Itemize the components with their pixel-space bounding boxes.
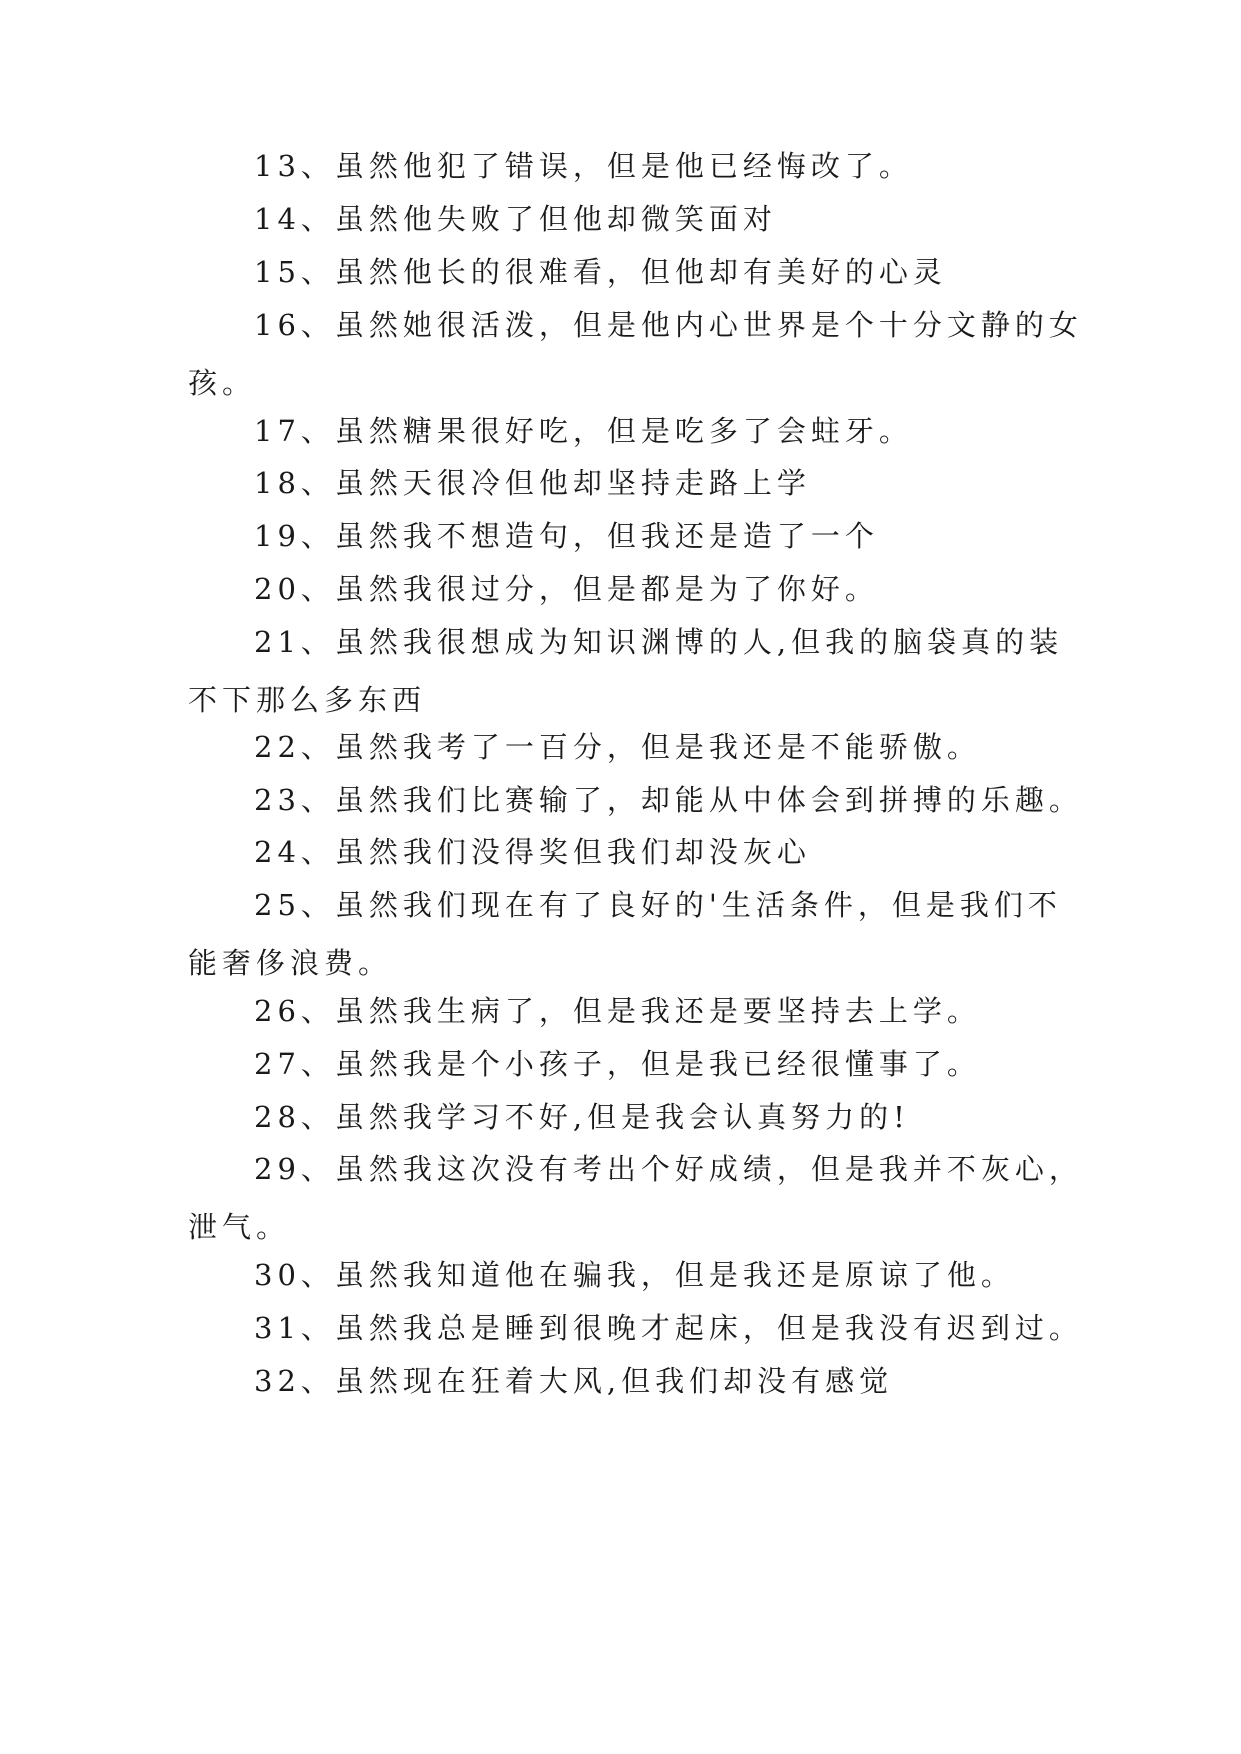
paragraph-21 — [188, 613, 1068, 729]
paragraph-29 — [188, 1140, 1083, 1256]
paragraph-32 — [188, 1352, 1068, 1410]
paragraph-text: 24、虽然我们没得奖但我们却没灰心 — [254, 835, 811, 869]
paragraph-23 — [188, 771, 1083, 829]
paragraph-18 — [188, 454, 1068, 512]
paragraph-text: 19、虽然我不想造句，但我还是造了一个 — [254, 519, 879, 553]
paragraph-13 — [188, 137, 1068, 195]
paragraph-text: 30、虽然我知道他在骗我，但是我还是原谅了他。 — [254, 1258, 1015, 1292]
paragraph-text: 13、虽然他犯了错误，但是他已经悔改了。 — [254, 149, 913, 183]
paragraph-22 — [188, 718, 1068, 776]
paragraph-20 — [188, 560, 1068, 618]
paragraph-text: 29、虽然我这次没有考出个好成绩，但是我并不灰心， — [254, 1152, 1083, 1186]
paragraph-text: 21、虽然我很想成为知识渊博的人,但我的脑袋真的装 — [254, 625, 1064, 659]
paragraph-text: 26、虽然我生病了，但是我还是要坚持去上学。 — [254, 994, 981, 1028]
paragraph-continuation: 能奢侈浪费。 — [188, 946, 393, 980]
paragraph-continuation: 泄气。 — [188, 1210, 291, 1244]
paragraph-17 — [188, 402, 1068, 460]
paragraph-16 — [188, 296, 1083, 412]
paragraph-27 — [188, 1035, 1068, 1093]
paragraph-24 — [188, 823, 1068, 881]
paragraph-text: 18、虽然天很冷但他却坚持走路上学 — [254, 466, 811, 500]
paragraph-14 — [188, 190, 1068, 248]
paragraph-text: 32、虽然现在狂着大风,但我们却没有感觉 — [254, 1364, 894, 1398]
paragraph-continuation: 孩。 — [188, 366, 257, 400]
paragraph-19 — [188, 507, 1068, 565]
paragraph-28 — [188, 1088, 1068, 1146]
paragraph-text: 23、虽然我们比赛输了，却能从中体会到拼搏的乐趣。 — [254, 783, 1083, 817]
paragraph-continuation: 不下那么多东西 — [188, 683, 427, 717]
paragraph-text: 14、虽然他失败了但他却微笑面对 — [254, 202, 777, 236]
paragraph-text: 17、虽然糖果很好吃，但是吃多了会蛀牙。 — [254, 414, 913, 448]
paragraph-text: 15、虽然他长的很难看，但他却有美好的心灵 — [254, 255, 947, 289]
paragraph-26 — [188, 982, 1068, 1040]
paragraph-25 — [188, 876, 1068, 992]
paragraph-text: 16、虽然她很活泼，但是他内心世界是个十分文静的女 — [254, 308, 1083, 342]
paragraph-30 — [188, 1246, 1068, 1304]
paragraph-text: 25、虽然我们现在有了良好的'生活条件，但是我们不 — [254, 888, 1062, 922]
paragraph-text: 22、虽然我考了一百分，但是我还是不能骄傲。 — [254, 730, 981, 764]
paragraph-text: 20、虽然我很过分，但是都是为了你好。 — [254, 572, 879, 606]
paragraph-text: 27、虽然我是个小孩子，但是我已经很懂事了。 — [254, 1047, 981, 1081]
paragraph-text: 28、虽然我学习不好,但是我会认真努力的! — [254, 1100, 910, 1134]
paragraph-31 — [188, 1299, 1083, 1357]
paragraph-15 — [188, 243, 1068, 301]
paragraph-text: 31、虽然我总是睡到很晚才起床，但是我没有迟到过。 — [254, 1311, 1083, 1345]
